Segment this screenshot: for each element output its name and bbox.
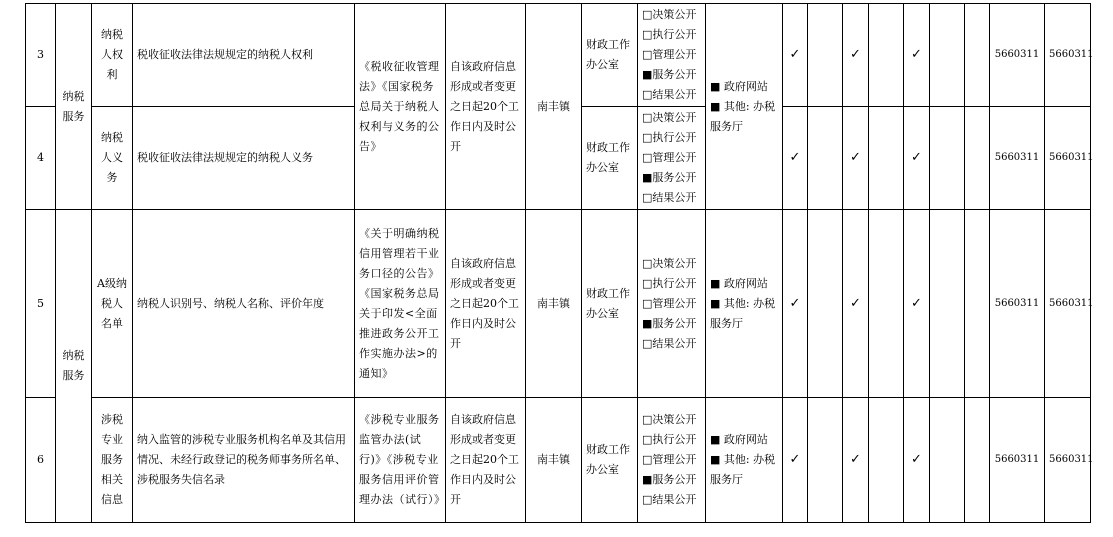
legal-basis: 《关于明确纳税信用管理若干业务口径的公告》《国家税务总局关于印发<全面推进政务公开工作实施办法>的通知》 <box>355 210 446 398</box>
channel-item: ■ 其他: 办税服务厅 <box>710 99 776 133</box>
empty-cell <box>930 210 965 398</box>
time-limit: 自该政府信息形成或者变更之日起20个工作日内及时公开 <box>446 398 526 523</box>
location: 南丰镇 <box>526 4 582 210</box>
location: 南丰镇 <box>526 210 582 398</box>
department: 财政工作办公室 <box>582 210 638 398</box>
location: 南丰镇 <box>526 398 582 523</box>
channel-item: ■ 政府网站 <box>710 276 768 290</box>
legal-basis: 《税收征收管理法》《国家税务总局关于纳税人权利与义务的公告》 <box>355 4 446 210</box>
disclosure-channels <box>706 398 783 523</box>
channel-item: ■ 政府网站 <box>710 433 768 446</box>
check-item: □决策公开 <box>642 8 697 21</box>
check-item: ■服务公开 <box>642 68 697 81</box>
check-item: □管理公开 <box>642 48 697 61</box>
check-item: ■服务公开 <box>642 171 697 184</box>
channel-item: ■ 政府网站 <box>710 79 768 93</box>
row-number: 4 <box>26 107 56 210</box>
check-mark: ✓ <box>843 398 869 523</box>
empty-cell <box>930 398 965 523</box>
disclosure-table <box>25 3 1094 523</box>
disclosure-checklist <box>638 4 706 107</box>
table-row <box>26 210 1091 398</box>
table-row <box>26 398 1091 523</box>
department: 财政工作办公室 <box>582 107 638 210</box>
check-item: ■服务公开 <box>642 473 697 486</box>
check-item: □执行公开 <box>642 28 697 41</box>
check-item: □决策公开 <box>642 413 697 426</box>
empty-cell <box>965 210 990 398</box>
check-mark: ✓ <box>783 4 808 107</box>
contact-b: 5660311 <box>1045 107 1091 210</box>
row-number: 6 <box>26 398 56 523</box>
empty-cell <box>965 107 990 210</box>
check-item: □管理公开 <box>642 151 697 164</box>
empty-cell <box>808 398 843 523</box>
check-item: □管理公开 <box>642 453 697 466</box>
department: 财政工作办公室 <box>582 4 638 107</box>
contact-a: 5660311 <box>990 4 1045 107</box>
item-name: 涉税专业服务相关信息 <box>92 398 133 523</box>
check-item: □结果公开 <box>642 493 697 506</box>
category-cell: 纳税服务 <box>56 210 92 523</box>
empty-cell <box>930 107 965 210</box>
disclosure-checklist <box>638 107 706 210</box>
legal-basis: 《涉税专业服务监管办法(试行)》《涉税专业服务信用评价管理办法（试行）》 <box>355 398 446 523</box>
check-mark: ✓ <box>783 107 808 210</box>
item-content: 税收征收法律法规规定的纳税人权利 <box>133 4 355 107</box>
contact-b: 5660311 <box>1045 210 1091 398</box>
empty-cell <box>965 398 990 523</box>
contact-a: 5660311 <box>990 107 1045 210</box>
table-row <box>26 4 1091 107</box>
time-limit: 自该政府信息形成或者变更之日起20个工作日内及时公开 <box>446 4 526 210</box>
check-mark: ✓ <box>843 107 869 210</box>
empty-cell <box>808 107 843 210</box>
contact-b: 5660311 <box>1045 398 1091 523</box>
check-item: □结果公开 <box>642 191 697 204</box>
check-mark: ✓ <box>843 210 869 398</box>
row-number: 3 <box>26 4 56 107</box>
row-number: 5 <box>26 210 56 398</box>
check-item: ■服务公开 <box>642 316 697 330</box>
empty-cell <box>808 4 843 107</box>
disclosure-channels <box>706 210 783 398</box>
check-mark: ✓ <box>783 398 808 523</box>
disclosure-channels <box>706 4 783 210</box>
empty-cell <box>869 398 904 523</box>
check-mark: ✓ <box>904 210 930 398</box>
check-mark: ✓ <box>904 107 930 210</box>
check-item: □决策公开 <box>642 111 697 124</box>
disclosure-checklist <box>638 398 706 523</box>
empty-cell <box>869 107 904 210</box>
department: 财政工作办公室 <box>582 398 638 523</box>
check-item: □执行公开 <box>642 433 697 446</box>
item-content: 税收征收法律法规规定的纳税人义务 <box>133 107 355 210</box>
empty-cell <box>869 4 904 107</box>
disclosure-checklist <box>638 210 706 398</box>
empty-cell <box>808 210 843 398</box>
check-mark: ✓ <box>904 398 930 523</box>
item-name: 纳税人权利 <box>92 4 133 107</box>
check-mark: ✓ <box>904 4 930 107</box>
check-mark: ✓ <box>783 210 808 398</box>
empty-cell <box>930 4 965 107</box>
check-item: □决策公开 <box>642 256 697 270</box>
contact-a: 5660311 <box>990 398 1045 523</box>
check-item: □执行公开 <box>642 276 697 290</box>
empty-cell <box>869 210 904 398</box>
check-mark: ✓ <box>843 4 869 107</box>
check-item: □结果公开 <box>642 336 697 350</box>
check-item: □结果公开 <box>642 88 697 101</box>
item-content: 纳入监管的涉税专业服务机构名单及其信用情况、未经行政登记的税务师事务所名单、涉税服务失信名录 <box>133 398 355 523</box>
time-limit: 自该政府信息形成或者变更之日起20个工作日内及时公开 <box>446 210 526 398</box>
item-name: A级纳税人名单 <box>92 210 133 398</box>
channel-item: ■ 其他: 办税服务厅 <box>710 296 776 330</box>
check-item: □管理公开 <box>642 296 697 310</box>
contact-b: 5660311 <box>1045 4 1091 107</box>
channel-item: ■ 其他: 办税服务厅 <box>710 453 776 486</box>
category-cell: 纳税服务 <box>56 4 92 210</box>
check-item: □执行公开 <box>642 131 697 144</box>
item-name: 纳税人义务 <box>92 107 133 210</box>
empty-cell <box>965 4 990 107</box>
item-content: 纳税人识别号、纳税人名称、评价年度 <box>133 210 355 398</box>
contact-a: 5660311 <box>990 210 1045 398</box>
